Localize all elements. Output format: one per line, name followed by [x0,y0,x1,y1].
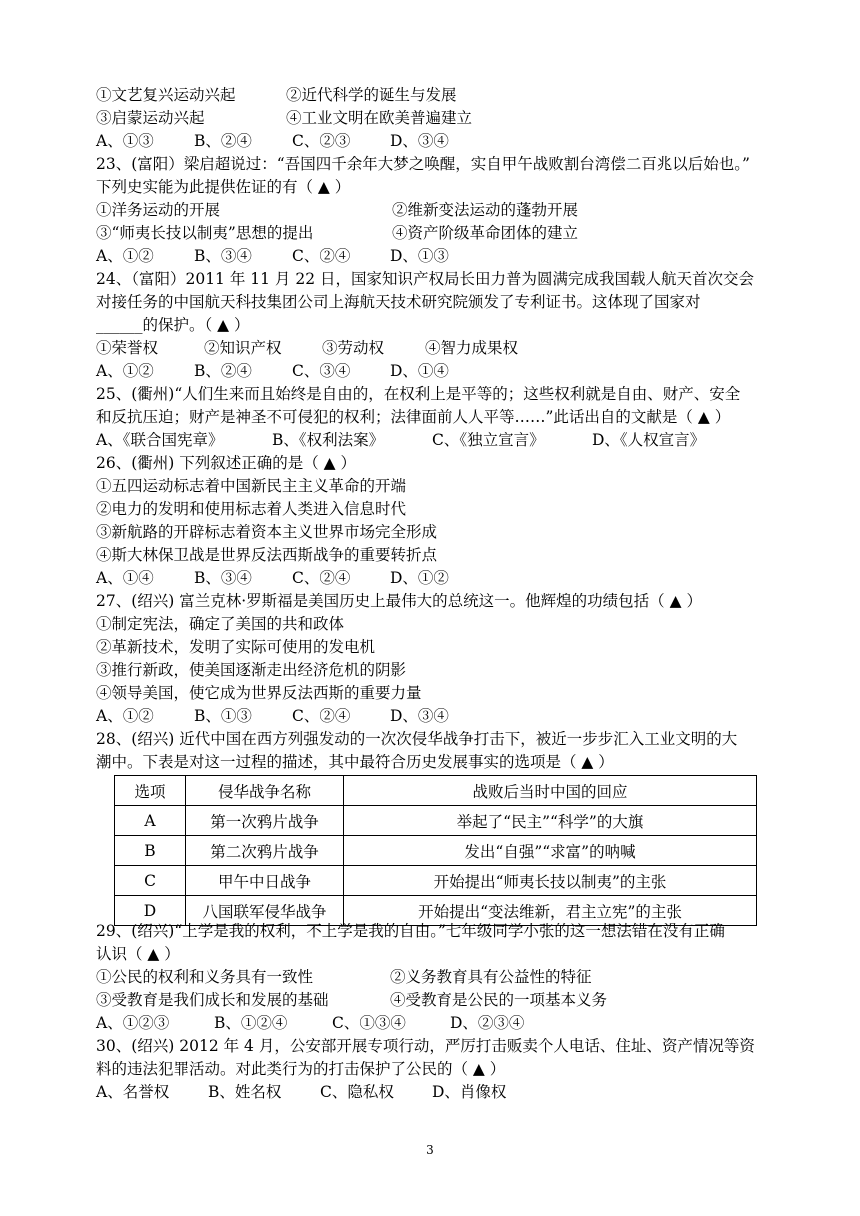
q22-option-1: ①文艺复兴运动兴起 [96,86,236,104]
q24-option-4: ④智力成果权 [425,339,519,357]
q29-option-4: ④受教育是公民的一项基本义务 [390,991,608,1009]
q27-choice-b: B、①③ [194,707,252,725]
q30-choice-b: B、姓名权 [208,1083,282,1101]
q26-choice-c: C、②④ [292,569,351,587]
q30-stem-2: 料的违法犯罪活动。对此类行为的打击保护了公民的（ ▲ ） [96,1060,506,1078]
q29-choice-c: C、①③④ [332,1014,406,1032]
q22-option-3: ③启蒙运动兴起 [96,109,205,127]
table-cell: 发出“自强”“求富”的呐喊 [344,836,757,866]
q24-choice-c: C、③④ [292,362,351,380]
table-header-cell: 战败后当时中国的回应 [344,776,757,806]
q28-stem-1: 28、(绍兴) 近代中国在西方列强发动的一次次侵华战争打击下，被近一步步汇入工业文明的大 [96,730,738,748]
q23-option-line-1 [96,199,578,221]
table-cell: 第一次鸦片战争 [186,806,344,836]
q26-choice-a: A、①④ [96,569,154,587]
q25-choice-a: A、《联合国宪章》 [96,431,224,449]
q29-choice-b: B、①②④ [214,1014,288,1032]
q27-choice-d: D、③④ [390,707,449,725]
q29-option-1: ①公民的权利和义务具有一致性 [96,968,314,986]
table-header-row [115,776,757,806]
q27-choices [96,705,449,727]
q24-choices [96,360,449,382]
q24-choice-a: A、①② [96,362,154,380]
q29-stem-1: 29、(绍兴)“上学是我的权利，不上学是我的自由。”七年级同学小张的这一想法错在没有正确 [96,922,725,940]
q23-choice-b: B、③④ [194,247,252,265]
q27-choice-c: C、②④ [292,707,351,725]
q26-option-4: ④斯大林保卫战是世界反法西斯战争的重要转折点 [96,546,438,564]
q26-choice-b: B、③④ [194,569,252,587]
q24-choice-b: B、②④ [194,362,252,380]
q23-option-4: ④资产阶级革命团体的建立 [392,224,579,242]
q29-option-2: ②义务教育具有公益性的特征 [390,968,592,986]
table-cell: 第二次鸦片战争 [186,836,344,866]
q22-choice-d: D、③④ [390,132,449,150]
table-cell: 开始提出“师夷长技以制夷”的主张 [344,866,757,896]
q23-choice-c: C、②④ [292,247,351,265]
q28-stem-2: 潮中。下表是对这一过程的描述，其中最符合历史发展事实的选项是（ ▲ ） [96,753,614,771]
q29-choice-a: A、①②③ [96,1014,170,1032]
q29-option-3: ③受教育是我们成长和发展的基础 [96,991,329,1009]
q30-choice-a: A、名誉权 [96,1083,170,1101]
table-cell: D [115,896,186,926]
table-cell: 甲午中日战争 [186,866,344,896]
table-cell: B [115,836,186,866]
table-cell: 八国联军侵华战争 [186,896,344,926]
table-row [115,806,757,836]
q24-options [96,337,518,359]
q23-stem-1: 23、(富阳）梁启超说过：“吾国四千余年大梦之唤醒，实自甲午战败割台湾偿二百兆以后始也。” [96,155,750,173]
q28-table [114,775,757,926]
table-cell: 开始提出“变法维新，君主立宪”的主张 [344,896,757,926]
q22-option-line-1 [96,84,457,106]
q23-option-2: ②维新变法运动的蓬勃开展 [392,201,579,219]
q22-choice-b: B、②④ [194,132,252,150]
q29-option-line-2 [96,989,607,1011]
q24-option-2: ②知识产权 [204,339,282,357]
table-cell: A [115,806,186,836]
q22-choice-a: A、①③ [96,132,154,150]
table-header-cell: 侵华战争名称 [186,776,344,806]
q29-stem-2: 认识（ ▲ ） [96,945,180,963]
q23-stem-2: 下列史实能为此提供佐证的有（ ▲ ） [96,178,351,196]
q26-stem: 26、(衢州) 下列叙述正确的是（ ▲ ） [96,454,357,472]
table-cell: 举起了“民主”“科学”的大旗 [344,806,757,836]
q23-option-line-2 [96,222,578,244]
q22-choices [96,130,449,152]
table-header-cell: 选项 [115,776,186,806]
q22-option-2: ②近代科学的诞生与发展 [286,86,457,104]
q24-stem-2: 对接任务的中国航天科技集团公司上海航天技术研究院颁发了专利证书。这体现了国家对 [96,293,701,311]
table-cell: C [115,866,186,896]
q27-option-3: ③推行新政，使美国逐渐走出经济危机的阴影 [96,661,407,679]
q26-choices [96,567,449,589]
q25-stem-2: 和反抗压迫；财产是神圣不可侵犯的权利；法律面前人人平等……”此话出自的文献是（ ▲ ） [96,408,731,426]
q27-option-2: ②革新技术，发明了实际可使用的发电机 [96,638,376,656]
q24-choice-d: D、①④ [390,362,449,380]
q25-choice-d: D、《人权宣言》 [592,431,706,449]
q30-stem-1: 30、(绍兴) 2012 年 4 月，公安部开展专项行动，严厉打击贩卖个人电话、住址、资产情况等资 [96,1037,755,1055]
q26-choice-d: D、①② [390,569,449,587]
q29-choices [96,1012,524,1034]
q23-option-1: ①洋务运动的开展 [96,201,221,219]
q27-option-1: ①制定宪法，确定了美国的共和政体 [96,615,345,633]
q24-option-1: ①荣誉权 [96,339,159,357]
q22-option-line-2 [96,107,472,129]
table-row [115,836,757,866]
q27-stem: 27、(绍兴) 富兰克林·罗斯福是美国历史上最伟大的总统这一。他辉煌的功绩包括（ ▲ ） [96,592,702,610]
q25-choices [96,429,705,451]
q30-choices [96,1081,506,1103]
q22-choice-c: C、②③ [292,132,351,150]
table-row [115,866,757,896]
q24-stem-1: 24、（富阳）2011 年 11 月 22 日，国家知识产权局长田力普为圆满完成我国载人航天首次交会 [96,270,755,288]
q25-choice-c: C、《独立宣言》 [432,431,545,449]
q24-stem-3: ______的保护。（ ▲ ） [96,316,250,334]
q26-option-2: ②电力的发明和使用标志着人类进入信息时代 [96,500,407,518]
q25-stem-1: 25、(衢州)“人们生来而且始终是自由的，在权利上是平等的；这些权利就是自由、财产、安全 [96,385,741,403]
q29-option-line-1 [96,966,592,988]
q27-choice-a: A、①② [96,707,154,725]
q25-choice-b: B、《权利法案》 [272,431,385,449]
q26-option-1: ①五四运动标志着中国新民主主义革命的开端 [96,477,407,495]
q26-option-3: ③新航路的开辟标志着资本主义世界市场完全形成 [96,523,438,541]
q23-choices [96,245,449,267]
q22-option-4: ④工业文明在欧美普遍建立 [286,109,473,127]
q23-option-3: ③“师夷长技以制夷”思想的提出 [96,224,314,242]
q30-choice-c: C、隐私权 [320,1083,394,1101]
q24-option-3: ③劳动权 [322,339,385,357]
q23-choice-d: D、①③ [390,247,449,265]
page-number: 3 [426,1143,434,1157]
q23-choice-a: A、①② [96,247,154,265]
q27-option-4: ④领导美国，使它成为世界反法西斯的重要力量 [96,684,422,702]
q29-choice-d: D、②③④ [450,1014,525,1032]
q30-choice-d: D、肖像权 [432,1083,507,1101]
